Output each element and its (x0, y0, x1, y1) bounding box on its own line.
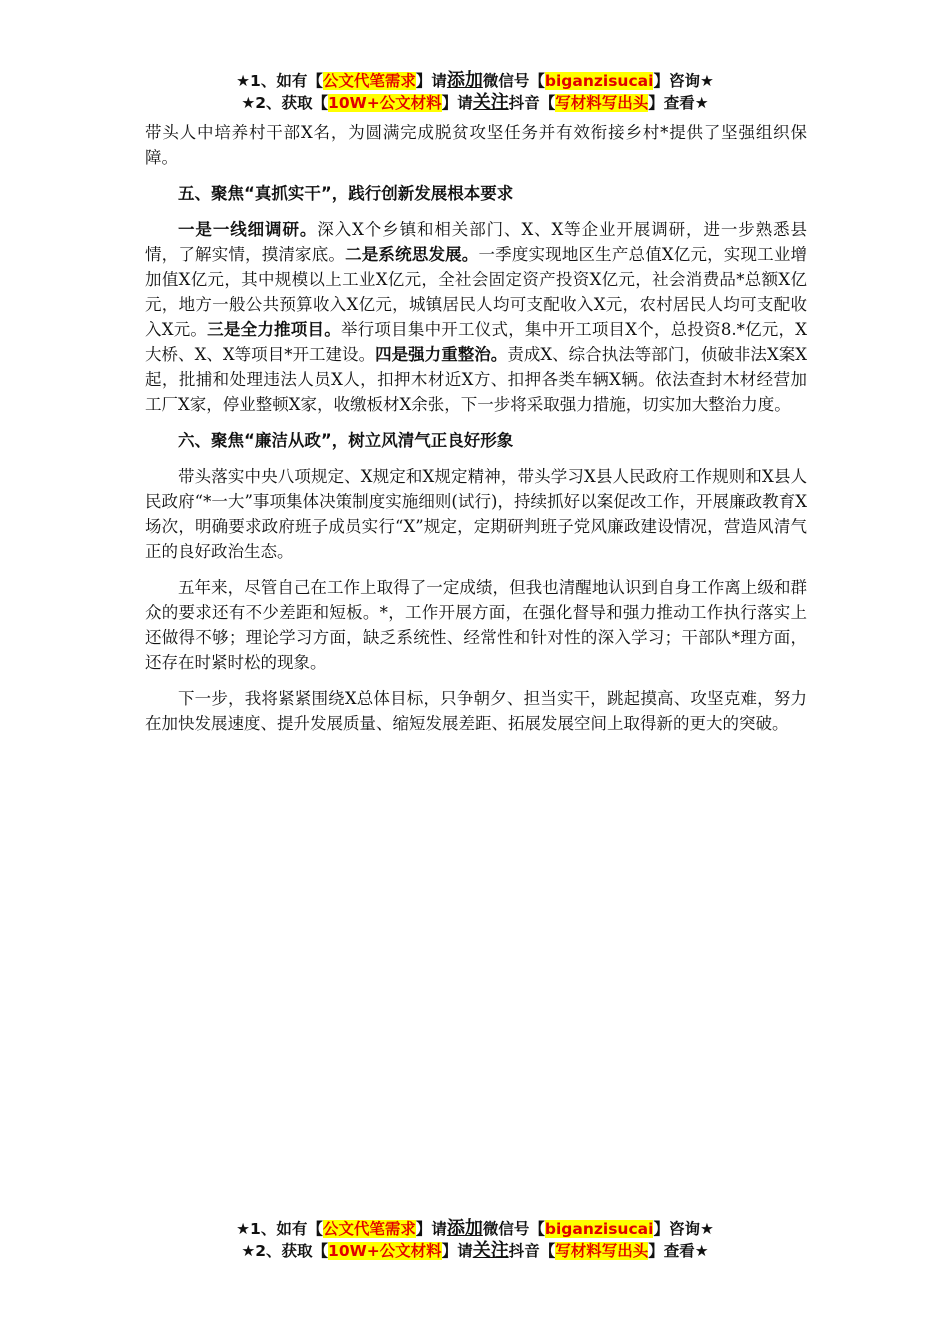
highlight-wechat-id: biganzisucai (544, 72, 654, 90)
banner-emphasis: 关注 (472, 92, 509, 113)
paragraph-continuation: 带头人中培养村干部X名，为圆满完成脱贫攻坚任务并有效衔接乡村*提供了坚强组织保障。 (145, 123, 807, 167)
section-heading-6: 六、聚焦“廉洁从政”，树立风清气正良好形象 (178, 431, 514, 450)
document-body (145, 120, 807, 747)
point-heading: 三是全力推项目。 (207, 320, 341, 339)
banner-text: 】咨询★ (653, 1220, 714, 1238)
top-banner (0, 70, 950, 114)
section-heading-5: 五、聚焦“真抓实干”，践行创新发展根本要求 (178, 184, 514, 203)
point-text: 责成X、综合执法等部门，侦破非法X案X起，批捕和处理违法人员X人，扣押木材近X方、扣押各类车辆X辆。依法查封木材经营加工厂X家，停业整顿X家，收缴板材X余张，下一步将采取强力措施，切实加大整治力度。 (145, 345, 807, 414)
banner-text: 微信号【 (482, 72, 545, 90)
point-heading: 四是强力重整治。 (375, 345, 508, 364)
point-heading: 一是一线细调研。 (178, 220, 318, 239)
highlight-wechat-id: biganzisucai (544, 1220, 654, 1238)
banner-line-1 (0, 1218, 950, 1240)
banner-text: 抖音【 (508, 94, 556, 112)
banner-text: 】请 (415, 1220, 447, 1238)
highlight-service: 公文代笔需求 (322, 72, 416, 90)
banner-text: ★1、如有【 (236, 72, 323, 90)
paragraph-section-6: 带头落实中央八项规定、X规定和X规定精神，带头学习X县人民政府工作规则和X县人民政府“*一大”事项集体决策制度实施细则(试行)，持续抓好以案促改工作，开展廉政教育X场次，明确要求政府班子成员实行“X”规定，定期研判班子党风廉政建设情况，营造风清气正的良好政治生态。 (145, 467, 807, 561)
banner-text: 】咨询★ (653, 72, 714, 90)
banner-emphasis: 添加 (446, 1218, 483, 1239)
highlight-service: 公文代笔需求 (322, 1220, 416, 1238)
banner-text: 微信号【 (482, 1220, 545, 1238)
point-text: 深入X个乡镇和相关部门、X、X等企业开展调研，进一步熟悉县情，了解实情，摸清家底。 (145, 220, 807, 264)
point-text: 一季度实现地区生产总值X亿元，实现工业增加值X亿元，其中规模以上工业X亿元，全社会固定资产投资X亿元，社会消费品*总额X亿元，地方一般公共预算收入X亿元，城镇居民人均可支配收入X元，农村居民人均可支配收入X元。 (145, 245, 808, 339)
banner-emphasis: 添加 (446, 70, 483, 91)
banner-emphasis: 关注 (472, 1240, 509, 1261)
banner-text: 】查看★ (648, 1242, 709, 1260)
highlight-douyin: 写材料写出头 (555, 94, 649, 112)
highlight-materials: 10W+公文材料 (328, 1242, 442, 1260)
banner-text: ★2、获取【 (241, 1242, 329, 1260)
banner-text: 】查看★ (648, 94, 709, 112)
banner-text: 】请 (441, 94, 473, 112)
highlight-materials: 10W+公文材料 (328, 94, 442, 112)
banner-text: 】请 (441, 1242, 473, 1260)
banner-text: 】请 (415, 72, 447, 90)
bottom-banner (0, 1218, 950, 1262)
point-text: 举行项目集中开工仪式，集中开工项目X个，总投资8.*亿元，X大桥、X、X等项目*开工建设。 (145, 320, 807, 364)
banner-text: ★2、获取【 (241, 94, 329, 112)
banner-line-2 (0, 92, 950, 114)
highlight-douyin: 写材料写出头 (555, 1242, 649, 1260)
banner-text: ★1、如有【 (236, 1220, 323, 1238)
banner-line-1 (0, 70, 950, 92)
banner-line-2 (0, 1240, 950, 1262)
point-heading: 二是系统思发展。 (345, 245, 479, 264)
paragraph-section-5 (145, 217, 807, 417)
paragraph-next-steps: 下一步，我将紧紧围绕X总体目标，只争朝夕、担当实干，跳起摸高、攻坚克难，努力在加快发展速度、提升发展质量、缩短发展差距、拓展发展空间上取得新的更大的突破。 (145, 689, 807, 733)
banner-text: 抖音【 (508, 1242, 556, 1260)
paragraph-shortcomings: 五年来，尽管自己在工作上取得了一定成绩，但我也清醒地认识到自身工作离上级和群众的要求还有不少差距和短板。*，工作开展方面，在强化督导和强力推动工作执行落实上还做得不够；理论学习方面，缺乏系统性、经常性和针对性的深入学习；干部队*理方面，还存在时紧时松的现象。 (145, 578, 807, 672)
